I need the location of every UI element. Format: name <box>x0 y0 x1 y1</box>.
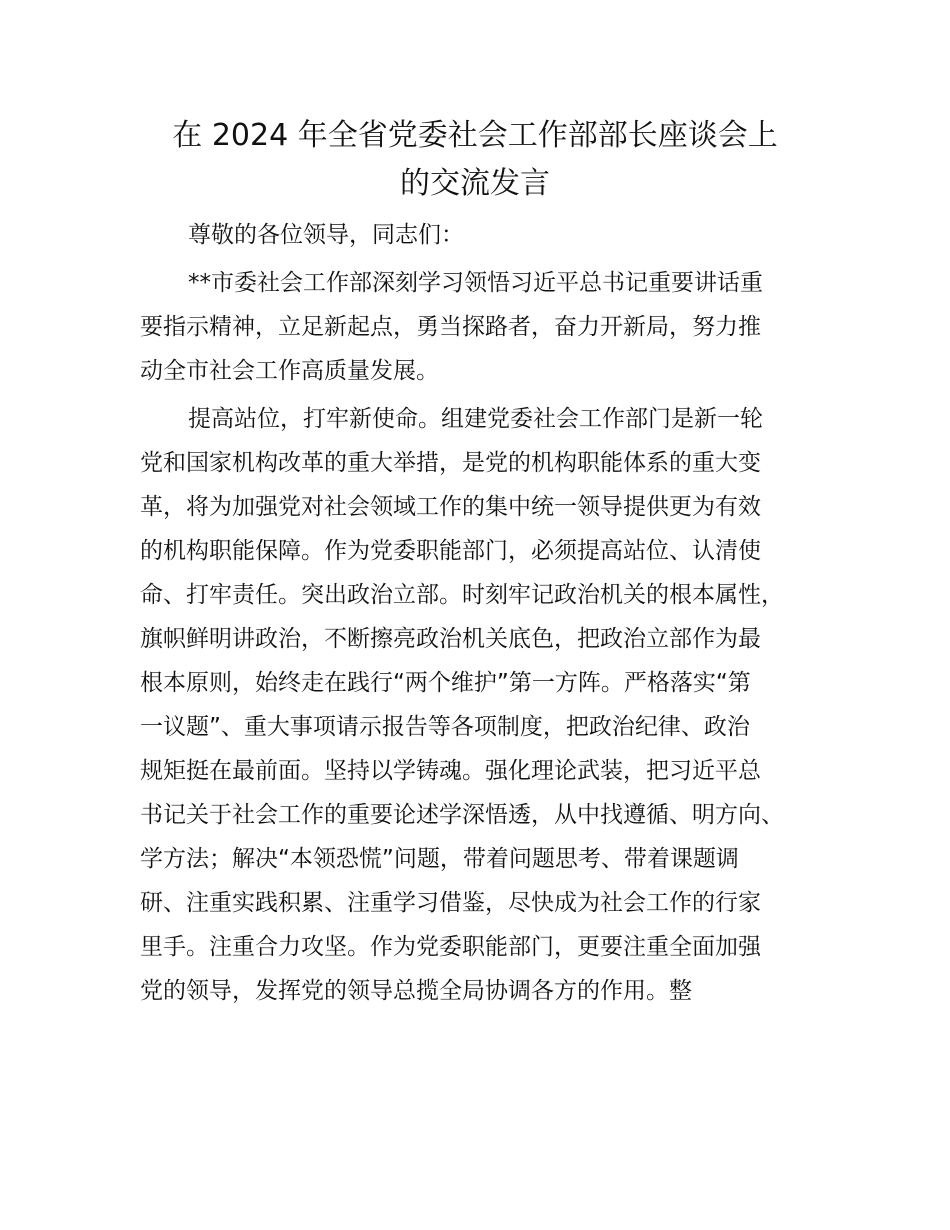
document-body <box>140 213 840 1013</box>
paragraph-line: 党的领导，发挥党的领导总揽全局协调各方的作用。整 <box>140 978 692 1004</box>
paragraph-line: 书记关于社会工作的重要论述学深悟透，从中找遵循、明方向、 <box>140 802 784 828</box>
paragraph-2 <box>140 397 840 1013</box>
paragraph-line: 要指示精神，立足新起点，勇当探路者，奋力开新局，努力推 <box>140 314 761 340</box>
salutation: 尊敬的各位领导，同志们： <box>188 222 464 248</box>
title-line-2: 的交流发言 <box>400 166 550 201</box>
paragraph-line: 学方法；解决“本领恐慌”问题，带着问题思考、带着课题调 <box>140 846 739 872</box>
paragraph-line: 规矩挺在最前面。坚持以学铸魂。强化理论武装，把习近平总 <box>140 758 761 784</box>
paragraph-line: 一议题”、重大事项请示报告等各项制度，把政治纪律、政治 <box>140 714 750 740</box>
paragraph-line: 动全市社会工作高质量发展。 <box>140 358 439 384</box>
paragraph-line: 党和国家机构改革的重大举措，是党的机构职能体系的重大变 <box>140 450 761 476</box>
title-line-1: 在 2024 年全省党委社会工作部部长座谈会上 <box>172 118 778 153</box>
paragraph-line: 命、打牢责任。突出政治立部。时刻牢记政治机关的根本属性， <box>140 582 784 608</box>
paragraph-1 <box>140 261 840 393</box>
paragraph-line: 的机构职能保障。作为党委职能部门，必须提高站位、认清使 <box>140 538 761 564</box>
paragraph-line: 提高站位，打牢新使命。组建党委社会工作部门是新一轮 <box>188 406 763 432</box>
paragraph-line: 根本原则，始终走在践行“两个维护”第一方阵。严格落实“第 <box>140 670 751 696</box>
paragraph-line: 革，将为加强党对社会领域工作的集中统一领导提供更为有效 <box>140 494 761 520</box>
paragraph-line: 里手。注重合力攻坚。作为党委职能部门，更要注重全面加强 <box>140 934 761 960</box>
paragraph-line: **市委社会工作部深刻学习领悟习近平总书记重要讲话重 <box>188 270 763 296</box>
paragraph-line: 研、注重实践积累、注重学习借鉴，尽快成为社会工作的行家 <box>140 890 761 916</box>
document-title <box>140 112 810 208</box>
paragraph-line: 旗帜鲜明讲政治，不断擦亮政治机关底色，把政治立部作为最 <box>140 626 761 652</box>
